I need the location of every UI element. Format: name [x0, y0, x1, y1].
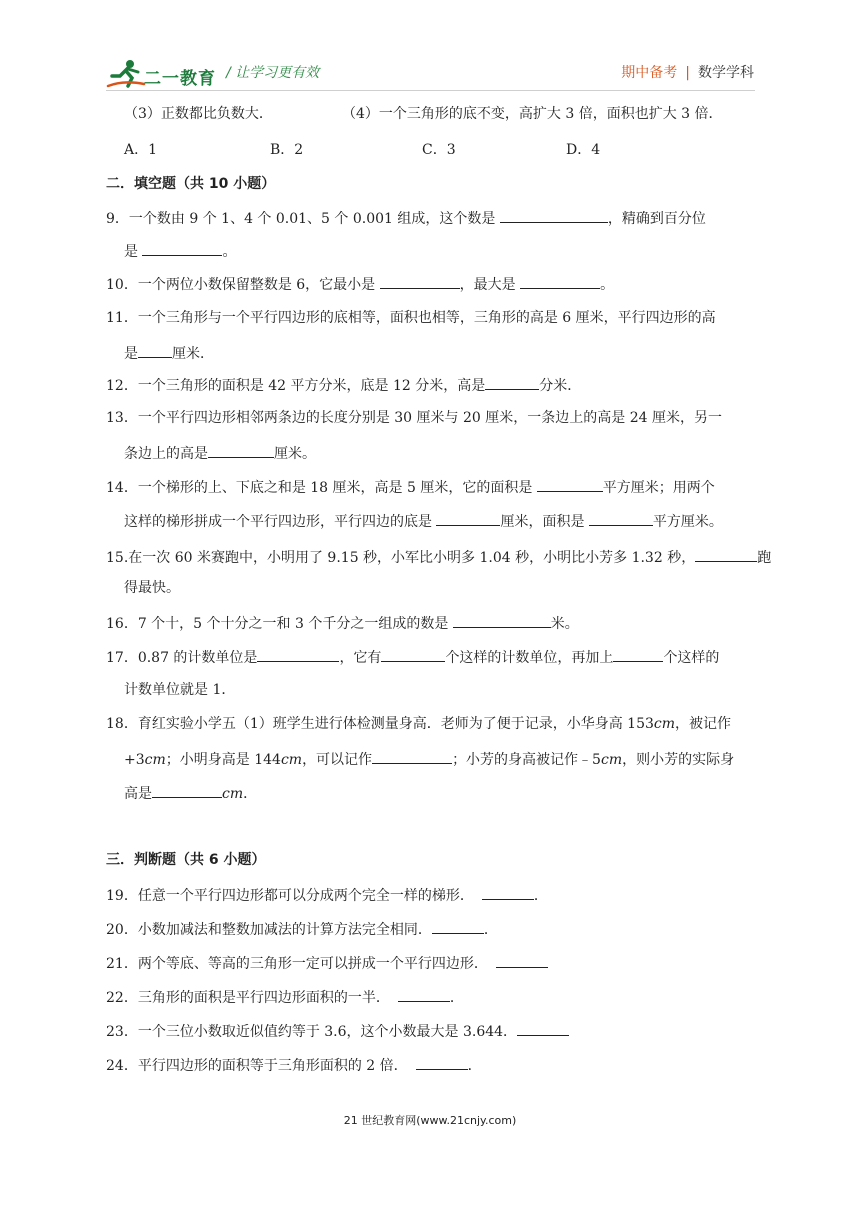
header-right: [621, 62, 754, 82]
question-9-cont: [124, 240, 236, 262]
q21-text-a: 21．两个等底、等高的三角形一定可以拼成一个平行四边形．: [106, 956, 488, 972]
answer-blank[interactable]: [432, 918, 484, 934]
answer-blank[interactable]: [138, 342, 172, 358]
q14-text-e: 平方厘米。: [652, 514, 723, 530]
answer-blank[interactable]: [380, 273, 460, 289]
question-18: [106, 714, 731, 734]
page-header: [0, 0, 860, 100]
q18-text-i: ．: [243, 786, 258, 802]
runner-icon: [106, 58, 146, 90]
q17-text-e: 计数单位就是 1．: [124, 682, 236, 698]
question-9: [106, 207, 706, 229]
question-19: [106, 884, 548, 906]
q18-text-h: 高是: [124, 786, 152, 802]
q12-text-b: 分米．: [539, 378, 582, 394]
logo-text: 二一教育: [144, 69, 216, 89]
q13-text-b: 条边上的高是: [124, 446, 208, 462]
q12-text-a: 12．一个三角形的面积是 42 平方分米，底是 12 分米，高是: [106, 378, 486, 394]
header-rule: [106, 90, 755, 91]
q17-text-c: 个这样的计数单位，再加上: [445, 650, 614, 666]
question-22: [106, 986, 464, 1008]
question-12: [106, 374, 581, 396]
q24-text-b: ．: [467, 1058, 482, 1074]
slogan: / 让学习更有效: [226, 65, 320, 81]
unit-cm: cm: [600, 752, 623, 768]
subject-label: 数学学科: [698, 65, 754, 81]
exam-label: 期中备考: [621, 65, 678, 81]
answer-blank[interactable]: [589, 510, 653, 526]
brand-logo: [106, 58, 236, 90]
answer-blank[interactable]: [398, 986, 450, 1002]
question-14-cont: [124, 510, 723, 532]
q11-text-a: 11．一个三角形与一个平行四边形的底相等，面积也相等，三角形的高是 6 厘米，平行四边形的高: [106, 310, 716, 326]
q10-text-c: 。: [600, 277, 615, 293]
question-15-cont: [124, 578, 180, 598]
q15-text-c: 得最快。: [124, 580, 180, 596]
q24-text-a: 24．平行四边形的面积等于三角形面积的 2 倍．: [106, 1058, 408, 1074]
answer-blank[interactable]: [257, 646, 339, 662]
answer-blank[interactable]: [416, 1054, 468, 1070]
question-17-cont: [124, 680, 235, 700]
unit-cm: cm: [653, 716, 676, 732]
answer-blank[interactable]: [436, 510, 500, 526]
answer-blank[interactable]: [482, 884, 534, 900]
question-10: [106, 273, 614, 295]
answer-blank[interactable]: [517, 1020, 569, 1036]
q15-text-a: 15.在一次 60 米赛跑中，小明用了 9.15 秒，小军比小明多 1.04 秒，小明比小芳多 1.32 秒，: [106, 550, 696, 566]
question-18-cont: [124, 748, 734, 770]
option-c: C．3: [422, 142, 456, 158]
statement-4-text: （4）一个三角形的底不变，高扩大 3 倍，面积也扩大 3 倍．: [342, 106, 723, 122]
q9-text-a: 9．一个数由 9 个 1、4 个 0.01、5 个 0.001 组成，这个数是: [106, 211, 500, 227]
q20-text-a: 20．小数加减法和整数加减法的计算方法完全相同．: [106, 922, 432, 938]
answer-blank[interactable]: [152, 782, 222, 798]
option-a: A．1: [124, 142, 158, 158]
statement-4: [342, 104, 723, 124]
unit-cm: cm: [222, 786, 244, 802]
q23-text-a: 23．一个三位小数取近似值约等于 3.6，这个小数最大是 3.644．: [106, 1024, 518, 1040]
question-11-cont: [124, 342, 214, 364]
question-13: [106, 408, 722, 428]
q18-text-b: ，被记作: [675, 716, 732, 732]
page-footer: 21 世纪教育网(www.21cnjy.com): [343, 1114, 517, 1127]
q16-text-a: 16．7 个十，5 个十分之一和 3 个千分之一组成的数是: [106, 616, 453, 632]
q19-text-b: ．: [533, 888, 548, 904]
question-18-cont2: [124, 782, 257, 804]
q10-text-a: 10．一个两位小数保留整数是 6，它最小是: [106, 277, 380, 293]
q14-text-d: 厘米，面积是: [500, 514, 589, 530]
q18-text-c: +3: [124, 752, 145, 768]
question-11: [106, 308, 716, 328]
answer-blank[interactable]: [500, 207, 608, 223]
q9-text-b: ，精确到百分位: [607, 211, 706, 227]
answer-blank[interactable]: [613, 646, 663, 662]
question-23: [106, 1020, 569, 1042]
answer-blank[interactable]: [695, 546, 757, 562]
q10-text-b: ，最大是: [459, 277, 521, 293]
option-b: B．2: [270, 142, 304, 158]
q22-text-b: ．: [449, 990, 464, 1006]
q20-text-b: ．: [483, 922, 498, 938]
q15-text-b: 跑: [757, 550, 772, 566]
q17-text-b: ，它有: [339, 650, 382, 666]
q19-text-a: 19．任意一个平行四边形都可以分成两个完全一样的梯形．: [106, 888, 474, 904]
q14-text-b: 平方厘米；用两个: [602, 480, 715, 496]
q13-text-c: 厘米。: [274, 446, 316, 462]
unit-cm: cm: [280, 752, 303, 768]
answer-blank[interactable]: [372, 748, 452, 764]
answer-blank[interactable]: [485, 374, 539, 390]
q11-text-c: 厘米．: [172, 346, 214, 362]
question-14: [106, 476, 715, 498]
question-13-cont: [124, 442, 316, 464]
q9-text-d: 。: [222, 244, 237, 260]
q16-text-b: 米。: [550, 616, 579, 632]
q14-text-c: 这样的梯形拼成一个平行四边形，平行四边的底是: [124, 514, 437, 530]
question-17: [106, 646, 719, 668]
answer-blank[interactable]: [520, 273, 600, 289]
statement-3-text: （3）正数都比负数大．: [124, 106, 273, 122]
q9-text-c: 是: [124, 244, 143, 260]
q18-text-g: ，则小芳的实际身: [622, 752, 735, 768]
answer-blank[interactable]: [496, 952, 548, 968]
answer-blank[interactable]: [453, 612, 551, 628]
question-21: [106, 952, 548, 974]
question-15: [106, 546, 771, 568]
section-title-judgement: 三．判断题（共 6 小题）: [106, 852, 266, 868]
unit-cm: cm: [144, 752, 166, 768]
q18-text-f: ；小芳的身高被记作﹣5: [452, 752, 601, 768]
answer-blank[interactable]: [537, 476, 603, 492]
question-16: [106, 612, 579, 634]
answer-blank[interactable]: [208, 442, 274, 458]
q11-text-b: 是: [124, 346, 138, 362]
option-d: D．4: [566, 142, 601, 158]
question-20: [106, 918, 498, 940]
header-divider: |: [685, 65, 690, 81]
answer-blank[interactable]: [381, 646, 445, 662]
question-24: [106, 1054, 482, 1076]
q13-text-a: 13．一个平行四边形相邻两条边的长度分别是 30 厘米与 20 厘米，一条边上的高是 24 厘米，另一: [106, 410, 722, 426]
section-title-fill-in: 二．填空题（共 10 小题）: [106, 176, 276, 192]
statement-3: [124, 104, 273, 124]
q22-text-a: 22．三角形的面积是平行四边形面积的一半．: [106, 990, 390, 1006]
q18-text-d: ；小明身高是 144: [165, 752, 281, 768]
q17-text-a: 17．0.87 的计数单位是: [106, 650, 258, 666]
q18-text-a: 18．育红实验小学五（1）班学生进行体检测量身高．老师为了便于记录，小华身高 153: [106, 716, 654, 732]
q18-text-e: ，可以记作: [302, 752, 373, 768]
q14-text-a: 14．一个梯形的上、下底之和是 18 厘米，高是 5 厘米，它的面积是: [106, 480, 537, 496]
q17-text-d: 个这样的: [663, 650, 720, 666]
answer-blank[interactable]: [142, 240, 222, 256]
